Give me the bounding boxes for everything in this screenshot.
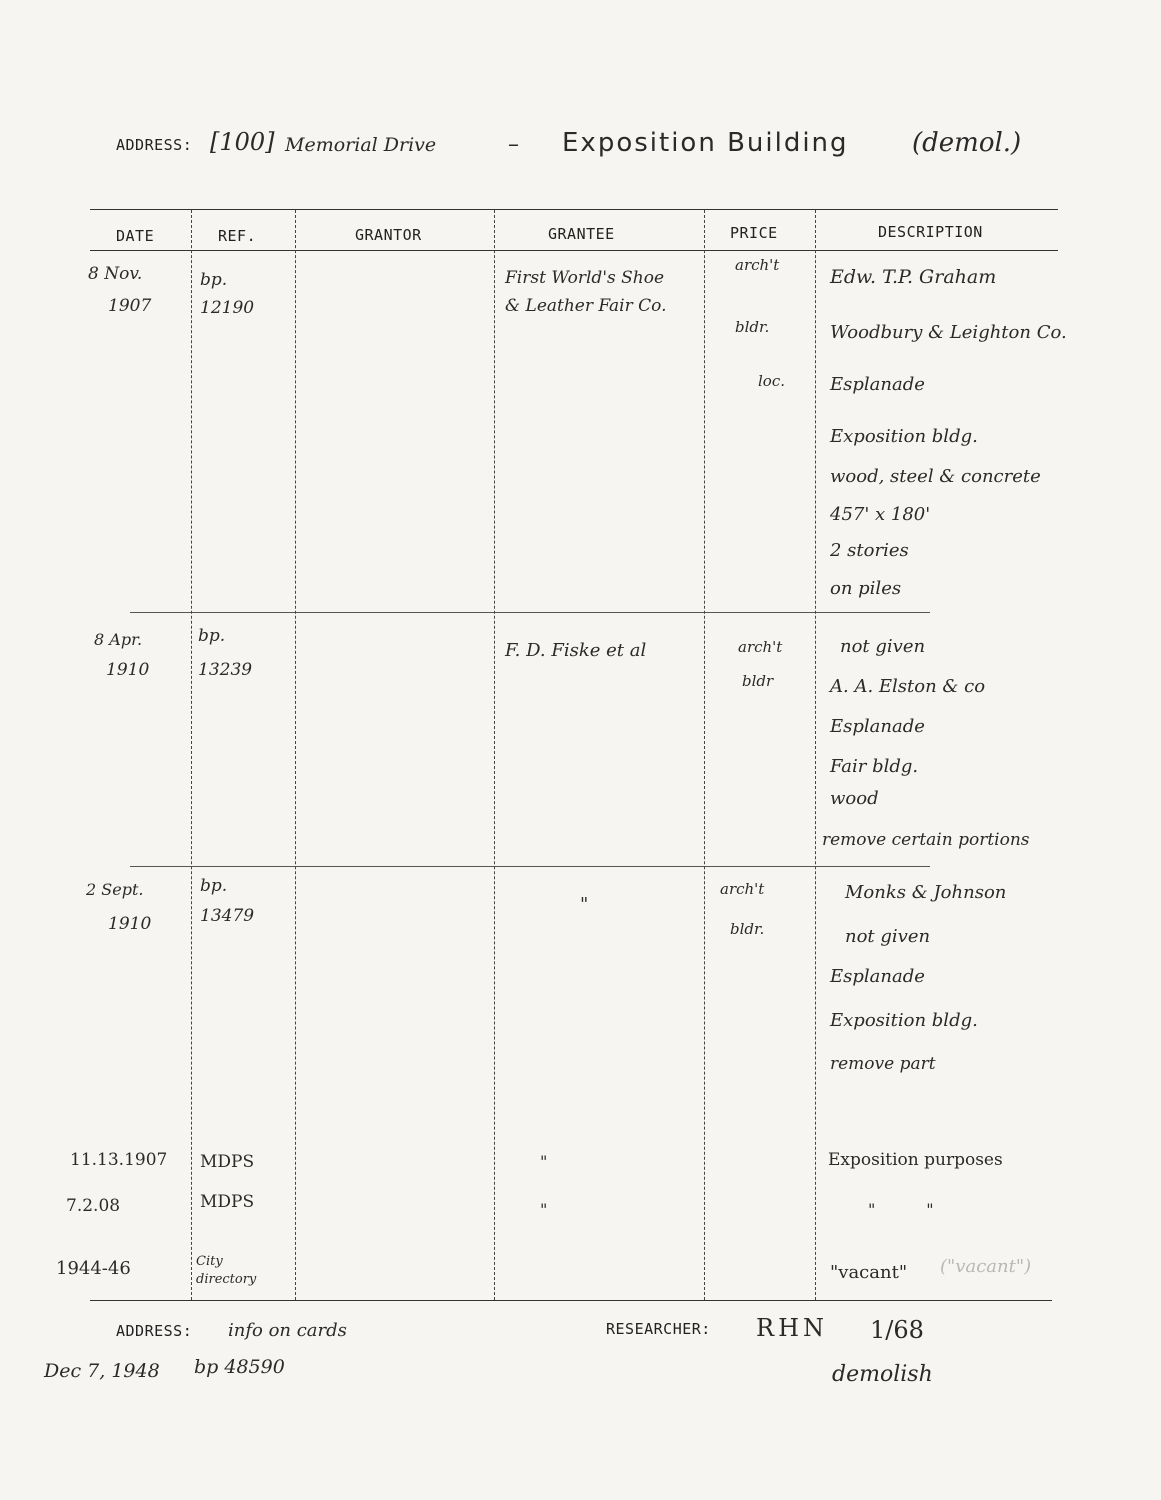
entry-6-date: 1944-46 bbox=[56, 1258, 131, 1279]
entry-1-date-day: 8 Nov. bbox=[88, 264, 143, 284]
entry-6-desc: "vacant" bbox=[830, 1262, 908, 1283]
column-header-grantee: GRANTEE bbox=[548, 225, 615, 243]
address-separator: – bbox=[508, 132, 519, 157]
entry-2-desc-2: A. A. Elston & co bbox=[830, 676, 986, 697]
entry-1-date-year: 1907 bbox=[108, 296, 152, 316]
entry-3-desc-1: Monks & Johnson bbox=[845, 882, 1007, 903]
entry-2-grantee: F. D. Fiske et al bbox=[505, 640, 647, 661]
entry-6-ref-line-2: directory bbox=[196, 1272, 257, 1287]
entry-3-ref-type: bp. bbox=[200, 876, 228, 896]
entry-2-date-year: 1910 bbox=[106, 660, 150, 680]
extra-date: Dec 7, 1948 bbox=[44, 1360, 160, 1382]
address-building: Exposition Building bbox=[562, 128, 849, 158]
column-header-grantor: GRANTOR bbox=[355, 226, 422, 244]
entry-3-grantee-ditto: " bbox=[580, 894, 589, 915]
column-divider-2 bbox=[295, 210, 296, 1300]
entry-1-desc-4: Exposition bldg. bbox=[830, 426, 978, 447]
column-header-ref: REF. bbox=[218, 227, 257, 245]
column-header-description: DESCRIPTION bbox=[878, 223, 983, 241]
entry-1-desc-2: Woodbury & Leighton Co. bbox=[830, 322, 1067, 343]
address-street: Memorial Drive bbox=[285, 134, 437, 156]
entry-5-desc-ditto: " " bbox=[868, 1200, 934, 1219]
entry-2-price-arch: arch't bbox=[738, 638, 783, 656]
column-divider-5 bbox=[815, 210, 816, 1300]
entry-2-desc-1: not given bbox=[840, 636, 926, 657]
column-divider-4 bbox=[704, 210, 705, 1300]
entry-2-ref-type: bp. bbox=[198, 626, 226, 646]
entry-1-ref-type: bp. bbox=[200, 270, 228, 290]
address-number: [100] bbox=[210, 128, 275, 156]
entry-4-ref: MDPS bbox=[200, 1152, 255, 1172]
address-label: ADDRESS: bbox=[116, 136, 193, 154]
entry-5-ref: MDPS bbox=[200, 1192, 255, 1212]
entry-5-date: 7.2.08 bbox=[66, 1196, 121, 1216]
entry-1-grantee-line-2: & Leather Fair Co. bbox=[505, 296, 667, 316]
entry-1-desc-1: Edw. T.P. Graham bbox=[830, 266, 997, 288]
entry-2-date-day: 8 Apr. bbox=[94, 630, 143, 649]
researcher-label: RESEARCHER: bbox=[606, 1320, 711, 1338]
entry-4-grantee-ditto: " bbox=[540, 1152, 548, 1171]
entry-4-date: 11.13.1907 bbox=[70, 1150, 168, 1170]
column-divider-3 bbox=[494, 210, 495, 1300]
entry-1-grantee-line-1: First World's Shoe bbox=[505, 268, 665, 288]
table-top-rule bbox=[90, 209, 1058, 210]
entry-separator-1 bbox=[130, 612, 930, 613]
entry-3-date-year: 1910 bbox=[108, 914, 152, 934]
entry-2-desc-3: Esplanade bbox=[830, 716, 925, 737]
column-header-price: PRICE bbox=[730, 224, 778, 242]
entry-1-desc-7: 2 stories bbox=[830, 540, 909, 561]
footer-address-label: ADDRESS: bbox=[116, 1322, 193, 1340]
researcher-date: 1/68 bbox=[870, 1316, 924, 1344]
entry-1-price-arch: arch't bbox=[735, 256, 780, 274]
entry-3-ref-number: 13479 bbox=[200, 906, 255, 926]
entry-2-desc-6: remove certain portions bbox=[822, 830, 1030, 850]
entry-3-desc-3: Esplanade bbox=[830, 966, 925, 987]
column-divider-1 bbox=[191, 210, 192, 1300]
entry-3-desc-4: Exposition bldg. bbox=[830, 1010, 978, 1031]
entry-6-ref-line-1: City bbox=[196, 1254, 223, 1269]
entry-1-desc-5: wood, steel & concrete bbox=[830, 466, 1041, 487]
entry-2-desc-5: wood bbox=[830, 788, 879, 809]
entry-1-price-bldr: bldr. bbox=[735, 318, 770, 336]
entry-separator-2 bbox=[130, 866, 930, 867]
extra-note-demolish: demolish bbox=[832, 1362, 933, 1387]
entry-1-ref-number: 12190 bbox=[200, 298, 255, 318]
entry-4-desc: Exposition purposes bbox=[828, 1150, 1003, 1170]
address-note: (demol.) bbox=[912, 128, 1022, 158]
entry-2-ref-number: 13239 bbox=[198, 660, 253, 680]
table-bottom-rule bbox=[90, 1300, 1052, 1301]
footer-address-value: info on cards bbox=[228, 1320, 347, 1341]
entry-2-desc-4: Fair bldg. bbox=[830, 756, 919, 777]
entry-1-desc-3: Esplanade bbox=[830, 374, 925, 395]
entry-1-desc-8: on piles bbox=[830, 578, 902, 599]
extra-ref: bp 48590 bbox=[194, 1356, 285, 1378]
entry-3-desc-5: remove part bbox=[830, 1054, 936, 1074]
entry-3-date-day: 2 Sept. bbox=[86, 880, 144, 899]
entry-1-desc-6: 457' x 180' bbox=[830, 504, 931, 525]
entry-3-price-arch: arch't bbox=[720, 880, 765, 898]
column-header-date: DATE bbox=[116, 227, 155, 245]
entry-1-price-loc: loc. bbox=[758, 372, 785, 390]
entry-3-desc-2: not given bbox=[845, 926, 931, 947]
faint-erased-note: ("vacant") bbox=[940, 1256, 1032, 1277]
researcher-value: RHN bbox=[756, 1314, 828, 1342]
entry-5-grantee-ditto: " bbox=[540, 1200, 548, 1219]
table-header-rule bbox=[90, 250, 1058, 251]
entry-3-price-bldr: bldr. bbox=[730, 920, 765, 938]
entry-2-price-bldr: bldr bbox=[742, 672, 774, 690]
